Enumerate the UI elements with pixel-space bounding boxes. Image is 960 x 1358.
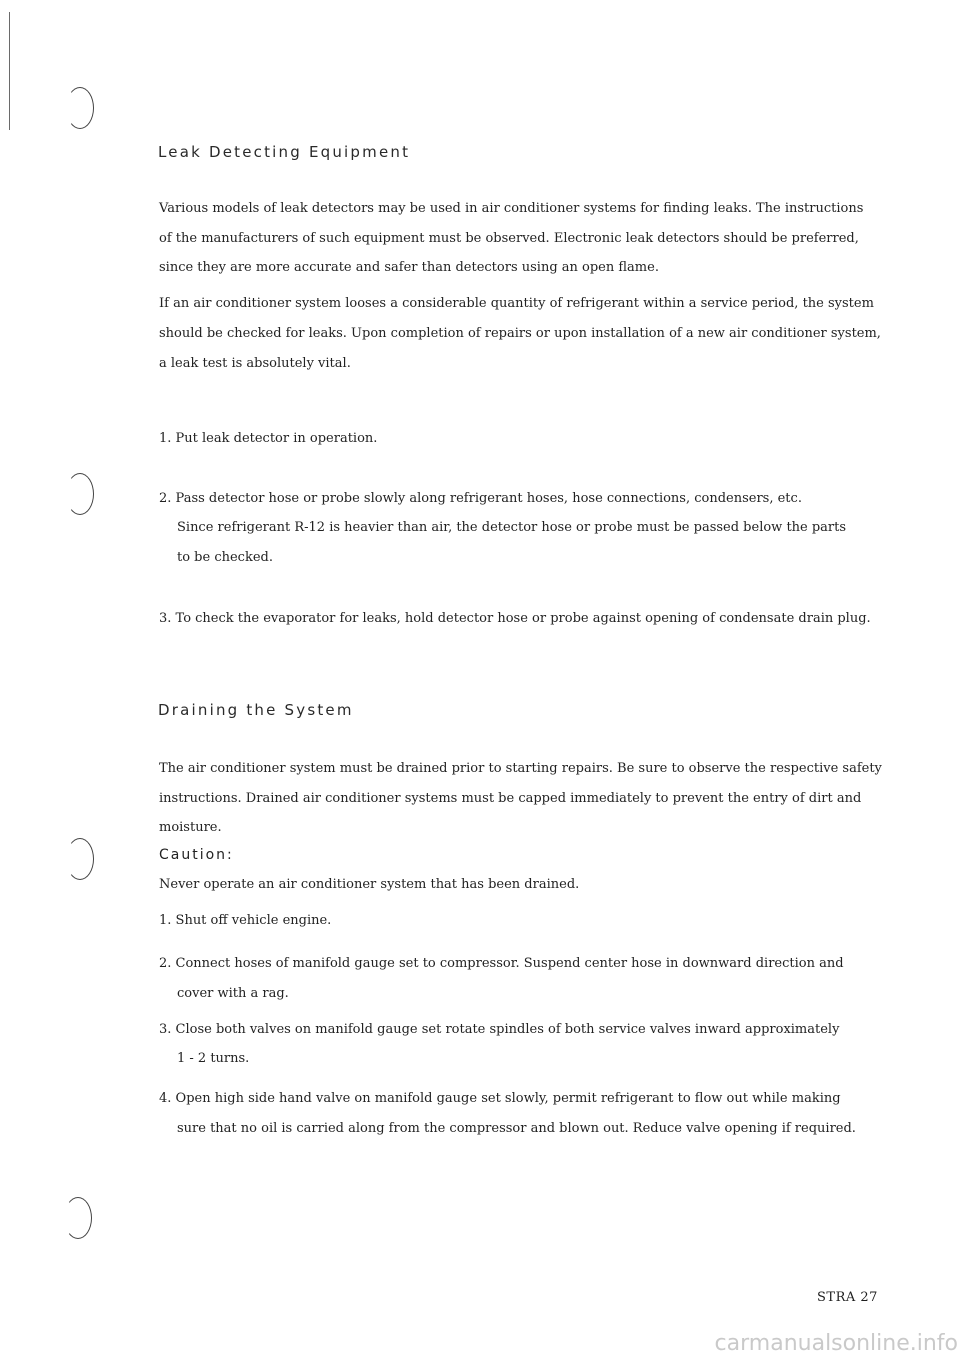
list-item-continuation: Since refrigerant R-12 is heavier than air, the detector hose or probe must be passed below the parts (177, 520, 847, 535)
margin-rule (9, 12, 10, 130)
caution-text: Never operate an air conditioner system that has been drained. (159, 877, 580, 892)
paragraph-line: Various models of leak detectors may be used in air conditioner systems for finding leaks. The instructions (159, 201, 864, 216)
punch-hole-icon (66, 87, 94, 129)
paragraph-line: instructions. Drained air conditioner systems must be capped immediately to prevent the entry of dirt and (159, 791, 862, 806)
list-item: 1. Shut off vehicle engine. (159, 913, 332, 928)
list-item-continuation: cover with a rag. (177, 986, 289, 1001)
page-identifier: STRA 27 (817, 1290, 878, 1305)
paragraph-line: a leak test is absolutely vital. (159, 356, 351, 371)
paragraph-line: The air conditioner system must be drained prior to starting repairs. Be sure to observe the respective safety (159, 761, 882, 776)
punch-hole-icon (66, 838, 94, 880)
caution-label: Caution: (159, 847, 234, 863)
list-item: 4. Open high side hand valve on manifold gauge set slowly, permit refrigerant to flow out while making (159, 1091, 841, 1106)
punch-hole-icon (64, 1197, 92, 1239)
paragraph-line: since they are more accurate and safer than detectors using an open flame. (159, 260, 659, 275)
punch-hole-icon (66, 473, 94, 515)
list-item-continuation: to be checked. (177, 550, 273, 565)
list-item-continuation: 1 - 2 turns. (177, 1051, 250, 1066)
paragraph-line: moisture. (159, 820, 222, 835)
section-heading-draining: Draining the System (158, 701, 354, 719)
section-heading-leak-detecting: Leak Detecting Equipment (158, 143, 411, 161)
paragraph-line: of the manufacturers of such equipment must be observed. Electronic leak detectors should be preferred, (159, 231, 859, 246)
list-item: 3. To check the evaporator for leaks, hold detector hose or probe against opening of condensate drain plug. (159, 611, 871, 626)
list-item: 1. Put leak detector in operation. (159, 431, 378, 446)
paragraph-line: should be checked for leaks. Upon completion of repairs or upon installation of a new air conditioner system, (159, 326, 881, 341)
watermark: carmanualsonline.info (714, 1331, 958, 1356)
paragraph-line: If an air conditioner system looses a considerable quantity of refrigerant within a service period, the system (159, 296, 874, 311)
list-item: 2. Pass detector hose or probe slowly along refrigerant hoses, hose connections, condensers, etc. (159, 491, 802, 506)
list-item: 2. Connect hoses of manifold gauge set to compressor. Suspend center hose in downward direction and (159, 956, 844, 971)
list-item: 3. Close both valves on manifold gauge set rotate spindles of both service valves inward approximately (159, 1022, 840, 1037)
list-item-continuation: sure that no oil is carried along from the compressor and blown out. Reduce valve opening if required. (177, 1121, 856, 1136)
